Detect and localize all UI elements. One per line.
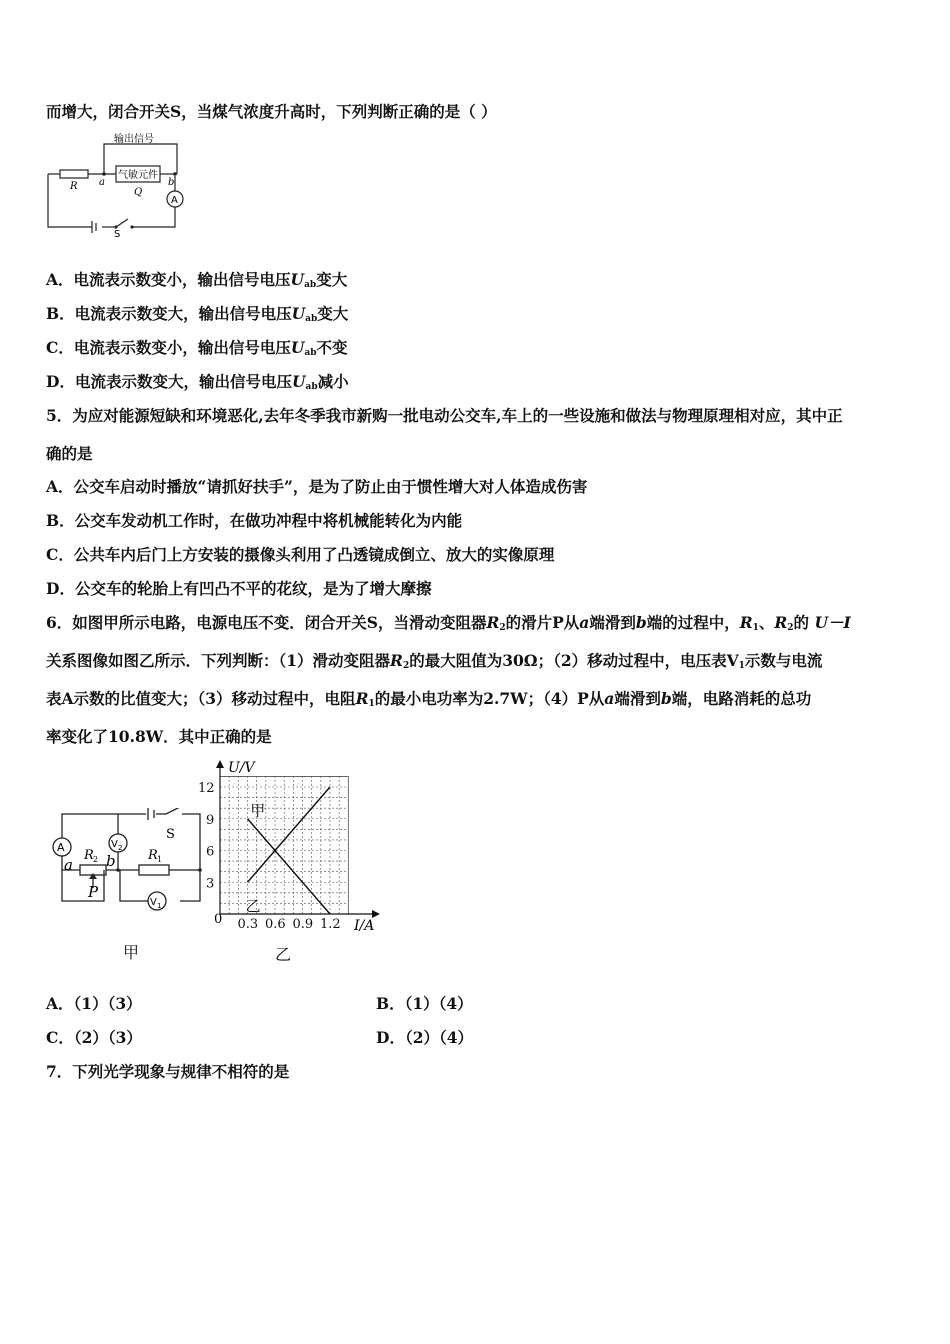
q6-option-a — [46, 994, 142, 1014]
resistor-r-label: R — [70, 181, 78, 192]
fig-left-caption: 甲 — [123, 943, 140, 962]
r2-label: R — [84, 848, 94, 863]
voltage-symbol: U — [290, 338, 305, 357]
option-text-end: 变大 — [316, 270, 348, 289]
ammeter-label: A — [171, 195, 178, 206]
option-text: （1）（3） — [73, 994, 142, 1013]
q5-option-d: D．公交车的轮胎上有凹凸不平的花纹，是为了增大摩擦 — [46, 579, 432, 598]
r1-symbol: R — [355, 689, 369, 708]
slider-p-label: P — [88, 883, 99, 901]
voltmeter-v2-symbol: V — [111, 839, 118, 850]
node-b-label: b — [168, 177, 175, 188]
r2-symbol: R — [390, 651, 403, 670]
text-seg: 表A示数的比值变大；（3）移动过程中，电阻 — [46, 689, 356, 708]
q6-option-b — [376, 994, 473, 1014]
subscript: 1 — [368, 699, 375, 709]
q4-stem: 而增大，闭合开关S，当煤气浓度升高时，下列判断正确的是（ ） — [46, 102, 497, 121]
text-seg: 端滑到 — [614, 689, 661, 708]
output-signal-label: 输出信号 — [114, 134, 154, 145]
end-a-label: a — [64, 856, 73, 874]
q6-option-c — [46, 1028, 142, 1048]
voltage-symbol: U — [291, 372, 306, 391]
r1-subscript: 1 — [157, 855, 163, 864]
text-seg: 端滑到 — [589, 613, 636, 632]
option-text: 电流表示数变大，输出信号电压 — [74, 304, 292, 323]
q5-stem-line2: 确的是 — [46, 444, 93, 463]
end-b-label: b — [106, 852, 116, 870]
option-text: 电流表示数变小，输出信号电压 — [73, 270, 291, 289]
y-axis-arrow — [216, 760, 224, 768]
option-letter: A． — [46, 994, 74, 1013]
option-text-end: 不变 — [316, 338, 348, 357]
end-b: b — [635, 613, 647, 632]
text-seg: 、 — [758, 613, 775, 632]
voltage-subscript: ab — [305, 382, 318, 392]
node-a-label: a — [99, 177, 105, 188]
sensor-q-label: Q — [134, 187, 143, 198]
q4-option-c — [46, 338, 348, 363]
text-seg: 关系图像如图乙所示．下列判断：（1）滑动变阻器 — [46, 651, 391, 670]
text-seg: 的最小电功率为2.7W；（4）P从 — [374, 689, 605, 708]
q5-option-a: A．公交车启动时播放“请抓好扶手”，是为了防止由于惯性增大对人体造成伤害 — [46, 477, 588, 496]
option-text-end: 减小 — [317, 372, 349, 391]
y-tick-label: 9 — [206, 812, 215, 828]
subscript: 1 — [752, 623, 759, 633]
x-axis-arrow — [372, 910, 380, 918]
y-tick-label: 6 — [206, 844, 215, 860]
option-letter: D． — [376, 1028, 405, 1047]
q5-option-b: B．公交车发动机工作时，在做功冲程中将机械能转化为内能 — [46, 511, 463, 530]
voltmeter-v1-subscript: 1 — [157, 902, 162, 910]
voltmeter-v2-subscript: 2 — [118, 844, 123, 852]
gas-sensor-circuit — [44, 132, 194, 244]
option-text: （2）（3） — [73, 1028, 142, 1047]
voltage-subscript: ab — [304, 348, 317, 358]
y-axis-label: U/V — [228, 760, 255, 776]
switch-s-label: S — [114, 229, 121, 240]
r1-label: R — [148, 848, 158, 863]
q4-option-b — [46, 304, 348, 329]
q4-option-d — [46, 372, 349, 397]
text-seg: 示数与电流 — [744, 651, 823, 670]
q6-stem-line4: 率变化了10.8W．其中正确的是 — [46, 727, 272, 746]
subscript: 2 — [402, 661, 410, 671]
voltmeter-v1-symbol: V — [150, 897, 157, 908]
x-tick-label: 1.2 — [320, 917, 341, 932]
option-letter: D． — [46, 372, 75, 391]
r2-symbol: R — [486, 613, 500, 632]
graph-grid — [220, 776, 348, 914]
q5-stem-line1: 5．为应对能源短缺和环境恶化,去年冬季我市新购一批电动公交车,车上的一些设施和做法与物理原理相对应，其中正 — [46, 406, 843, 425]
gas-sensor-label: 气敏元件 — [118, 170, 158, 181]
text-seg: 6．如图甲所示电路，电源电压不变．闭合开关S，当滑动变阻器 — [46, 613, 487, 632]
text-seg: 端的过程中， — [646, 613, 740, 632]
q6-stem-line2 — [46, 651, 822, 676]
option-text: （2）（4） — [404, 1028, 474, 1047]
ammeter-symbol: A — [57, 841, 65, 854]
end-a: a — [604, 689, 615, 708]
r2-symbol: R — [774, 613, 788, 632]
y-tick-label: 3 — [206, 876, 215, 892]
r2-subscript: 2 — [93, 855, 99, 864]
r1-symbol: R — [739, 613, 753, 632]
subscript: 1 — [738, 661, 745, 671]
x-tick-label: 0.6 — [265, 917, 286, 932]
option-letter: B． — [376, 994, 405, 1013]
q6-circuit-diagram — [44, 808, 204, 918]
end-b: b — [660, 689, 672, 708]
x-tick-label: 0.9 — [292, 917, 314, 932]
ui-graph — [196, 758, 386, 934]
end-a: a — [579, 613, 590, 632]
option-text-end: 变大 — [317, 304, 349, 323]
q6-option-d — [376, 1028, 473, 1048]
ui-symbol: U－I — [814, 613, 851, 632]
text-seg: 的 — [793, 613, 810, 632]
text-seg: 的最大阻值为30Ω；（2）移动过程中，电压表V — [409, 651, 739, 670]
subscript: 2 — [787, 623, 794, 633]
option-letter: A． — [46, 270, 74, 289]
voltage-subscript: ab — [304, 280, 317, 290]
y-tick-label: 12 — [198, 781, 215, 796]
text-seg: 的滑片P从 — [505, 613, 580, 632]
series-label-yi: 乙 — [245, 896, 261, 915]
text-seg: 端，电路消耗的总功 — [671, 689, 812, 708]
q7-stem: 7．下列光学现象与规律不相符的是 — [46, 1062, 290, 1081]
voltage-symbol: U — [291, 304, 306, 323]
series-label-jia: 甲 — [250, 801, 266, 820]
voltage-subscript: ab — [305, 314, 318, 324]
option-letter: B． — [46, 304, 75, 323]
option-text: 电流表示数变小，输出信号电压 — [73, 338, 291, 357]
q6-stem-line1 — [46, 613, 851, 638]
graph-axes — [216, 760, 380, 918]
origin-label: 0 — [214, 912, 223, 927]
fig-right-caption: 乙 — [275, 945, 292, 964]
option-text: （1）（4） — [404, 994, 473, 1013]
option-letter: C． — [46, 338, 74, 357]
option-text: 电流表示数变大，输出信号电压 — [74, 372, 292, 391]
x-tick-label: 0.3 — [237, 917, 259, 932]
q5-option-c: C．公共车内后门上方安装的摄像头利用了凸透镜成倒立、放大的实像原理 — [46, 545, 555, 564]
q6-stem-line3 — [46, 689, 811, 714]
x-axis-label: I/A — [354, 918, 375, 934]
subscript: 2 — [499, 623, 506, 633]
option-letter: C． — [46, 1028, 74, 1047]
q4-option-a — [46, 270, 347, 295]
switch-s-label: S — [166, 827, 175, 842]
voltage-symbol: U — [290, 270, 305, 289]
